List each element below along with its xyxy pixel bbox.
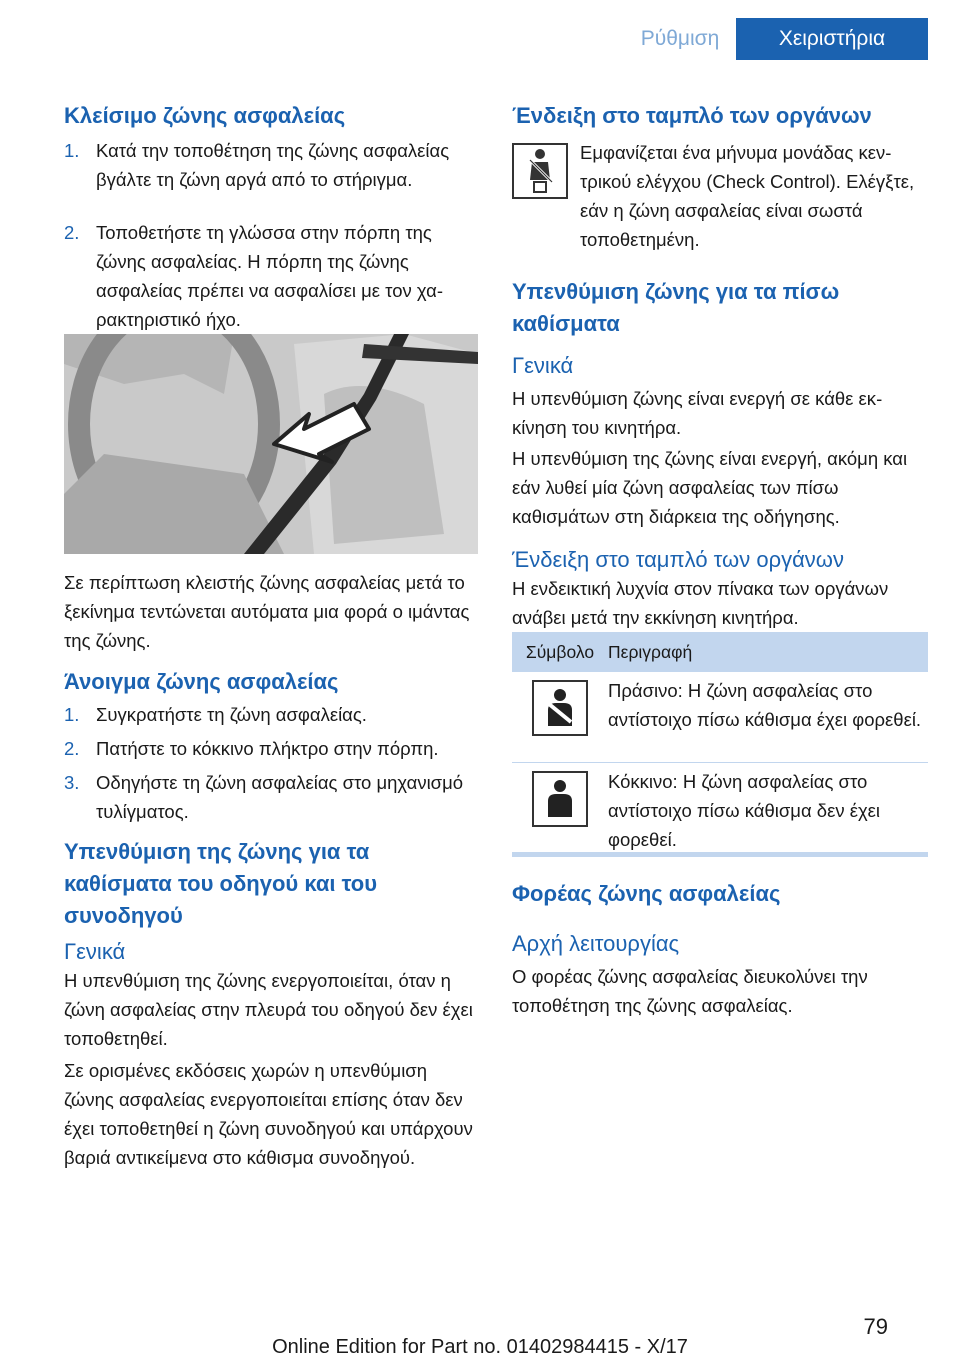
paragraph: Ο φορέας ζώνης ασφαλείας διευκολύνει την τοποθέτηση της ζώνης ασφαλείας. (512, 966, 868, 1016)
display-text: Εμφανίζεται ένα μήνυμα μονάδας κεντρικού ελέγχου (Check Control). Ελέγξτε, εάν η ζώνη ασφαλείας είναι σωστά τοποθετημένη. (580, 142, 915, 250)
heading-close-belt: Κλείσιμο ζώνης ασφαλείας (64, 103, 346, 128)
heading-front-reminder: Υπενθύμιση της ζώνης για τα καθίσματα του οδηγού και του συνοδηγού (64, 839, 378, 928)
table-bottom-rule (512, 852, 928, 857)
desc-cell: Πράσινο: Η ζώνη ασφαλείας στο αντίστοιχο πίσω κάθισμα έχει φορεθεί. (608, 680, 922, 730)
seatbelt-photo (64, 334, 478, 554)
step-text: Συγκρατήστε τη ζώνη ασφαλείας. (96, 704, 367, 725)
heading-belt-carrier: Φορέας ζώνης ασφαλείας (512, 881, 781, 906)
seatbelt-warning-icon (512, 143, 568, 199)
col-symbol-header: Σύμβολο (525, 641, 595, 662)
page-header (624, 18, 928, 60)
paragraph: Η υπενθύμιση της ζώνης είναι ενεργή, ακόμη και εάν λυθεί μία ζώνη ασφαλείας των πίσω καθισμάτων στη διάρκεια της οδήγησης. (512, 448, 908, 527)
list-item (64, 734, 478, 763)
heading-general: Γενικά (512, 353, 574, 378)
paragraph: Η υπενθύμιση ζώνης είναι ενεργή σε κάθε εκκίνηση του κινητήρα. (512, 388, 883, 438)
header-chapter-tab: Χειριστήρια (736, 18, 928, 60)
paragraph: Η υπενθύμιση της ζώνης ενεργοποιείται, όταν η ζώνη ασφαλείας στην πλευρά του οδηγού δεν έχει τοποθετηθεί. (64, 970, 473, 1049)
paragraph: Σε ορισμένες εκδόσεις χωρών η υπενθύμιση ζώνης ασφαλείας ενεργοποιείται επίσης όταν δεν έχει τοποθετηθεί η ζώνη συνοδηγού και υπάρχουν βαριά αντικείμενα στο κάθισμα συνοδηγού. (64, 1060, 473, 1168)
step-number: 3. (64, 772, 80, 793)
paragraph: Σε περίπτωση κλειστής ζώνης ασφαλείας μετά το ξεκίνημα τεντώνεται αυτόματα μια φορά ο ιμάντας της ζώνης. (64, 572, 470, 651)
heading-rear-reminder: Υπενθύμιση ζώνης για τα πίσω καθίσματα (512, 279, 840, 336)
step-text: Τοποθετήστε τη γλώσσα στην πόρπη της ζώνης ασφαλείας. Η πόρπη της ζώνης ασφαλείας πρέπει να ασφαλίσει με τον χαρακτηριστικό ήχο. (96, 222, 443, 330)
heading-instrument-display-2: Ένδειξη στο ταμπλό των οργάνων (512, 547, 844, 572)
footer-edition: Online Edition for Part no. 01402984415 - X/17 (272, 1336, 688, 1358)
heading-open-belt: Άνοιγμα ζώνης ασφαλείας (64, 669, 339, 694)
step-text: Οδηγήστε τη ζώνη ασφαλείας στο μηχανισμό τυλίγματος. (96, 772, 464, 822)
table-header (512, 632, 928, 672)
step-number: 2. (64, 222, 80, 243)
list-item (64, 218, 478, 334)
header-section-tab: Ρύθμιση (640, 27, 720, 50)
table-row (512, 672, 928, 763)
step-number: 2. (64, 738, 80, 759)
seat-occupant-icon (532, 771, 588, 827)
step-text: Κατά την τοποθέτηση της ζώνης ασφαλείας βγάλτε τη ζώνη αργά από το στήριγμα. (96, 140, 450, 190)
symbol-cell (512, 672, 608, 762)
table-row (512, 763, 928, 854)
symbol-table (512, 632, 928, 854)
heading-principle: Αρχή λειτουργίας (512, 931, 680, 956)
step-number: 1. (64, 140, 80, 161)
step-text: Πατήστε το κόκκινο πλήκτρο στην πόρπη. (96, 738, 439, 759)
list-item (64, 136, 478, 194)
page-number: 79 (863, 1314, 888, 1339)
heading-instrument-display: Ένδειξη στο ταμπλό των οργάνων (512, 103, 872, 128)
col-desc-header: Περιγραφή (608, 641, 693, 662)
heading-general: Γενικά (64, 939, 126, 964)
desc-cell: Κόκκινο: Η ζώνη ασφαλείας στο αντίστοιχο πίσω κάθισμα δεν έχει φορεθεί. (608, 771, 881, 850)
seatbelt-fastened-icon (532, 680, 588, 736)
list-item (64, 768, 478, 826)
step-number: 1. (64, 704, 80, 725)
paragraph (580, 138, 928, 254)
symbol-cell (512, 763, 608, 853)
list-item (64, 700, 478, 729)
paragraph: Η ενδεικτική λυχνία στον πίνακα των οργάνων ανάβει μετά την εκκίνηση κινητήρα. (512, 578, 889, 628)
